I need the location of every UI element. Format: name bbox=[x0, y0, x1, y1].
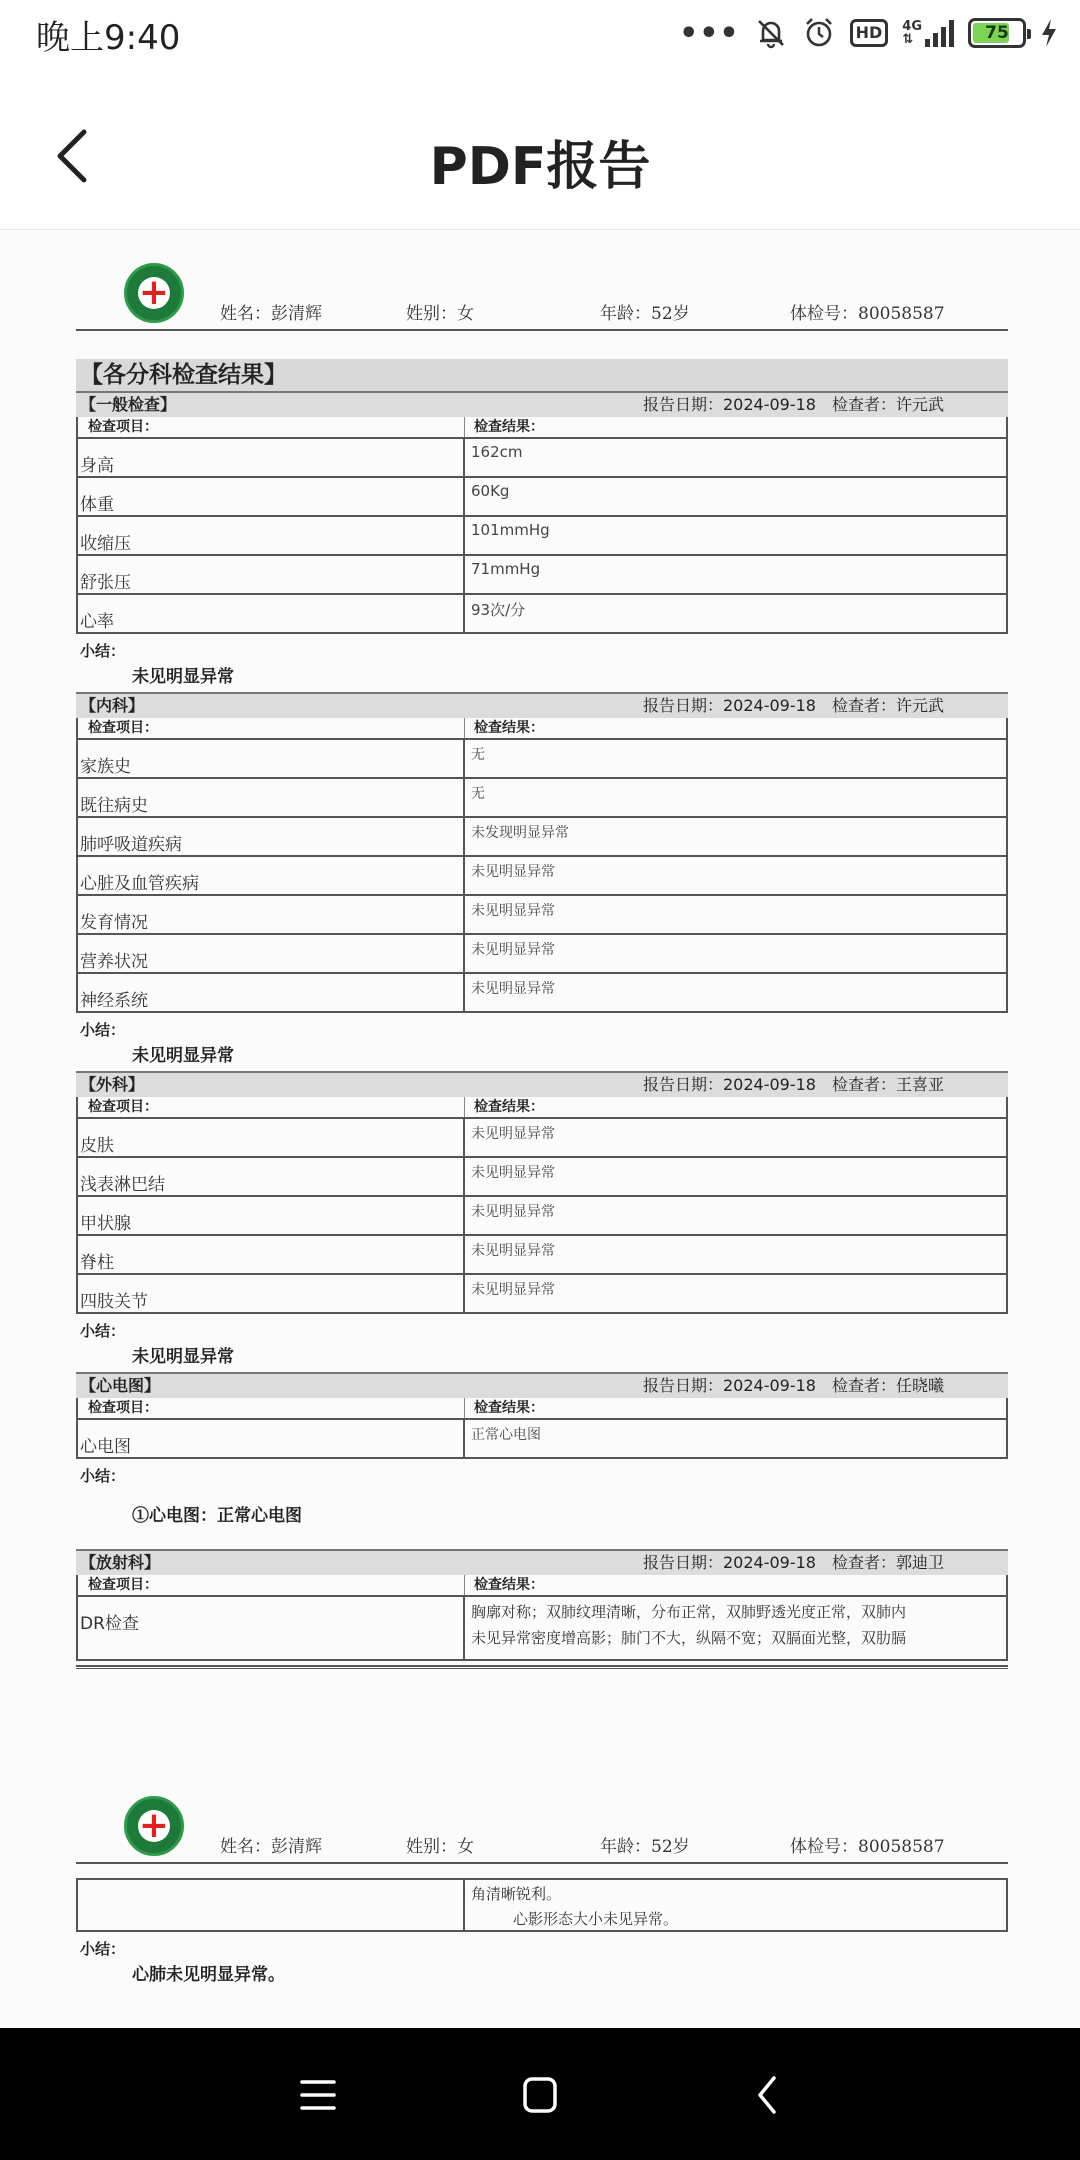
summary-label: 小结： bbox=[80, 642, 126, 660]
result-cell: 未见明显异常 bbox=[464, 1274, 1007, 1313]
result-cell: 未见明显异常 bbox=[464, 934, 1007, 973]
alarm-icon bbox=[802, 15, 836, 51]
item-cell bbox=[77, 1879, 464, 1931]
item-cell: 身高 bbox=[77, 438, 464, 477]
dept-header bbox=[76, 1372, 1008, 1398]
item-cell: 心电图 bbox=[77, 1419, 464, 1458]
column-headers bbox=[76, 1097, 1008, 1117]
item-cell: 肺呼吸道疾病 bbox=[77, 817, 464, 856]
patient-gender: 姓别：女 bbox=[406, 304, 474, 324]
result-cell: 未见明显异常 bbox=[464, 1235, 1007, 1274]
result-cell: 无 bbox=[464, 778, 1007, 817]
result-line: 角清晰锐利。 bbox=[471, 1885, 562, 1903]
result-cell: 正常心电图 bbox=[464, 1419, 1007, 1458]
item-cell: DR检查 bbox=[77, 1596, 464, 1660]
col-result-label: 检查结果： bbox=[474, 1400, 544, 1416]
table-row bbox=[77, 1235, 1007, 1274]
summary-label: 小结： bbox=[80, 1467, 126, 1485]
dept-name: 【内科】 bbox=[80, 696, 145, 715]
status-bar bbox=[0, 0, 1080, 66]
dept-radiology bbox=[76, 1549, 1008, 1669]
table-row bbox=[77, 895, 1007, 934]
result-cell: 未见明显异常 bbox=[464, 895, 1007, 934]
dept-meta: 报告日期：2024-09-18 检查者：许元武 bbox=[643, 395, 944, 414]
item-cell: 家族史 bbox=[77, 739, 464, 778]
signal-icon: 4G ⇅ bbox=[902, 15, 954, 51]
table-row bbox=[77, 934, 1007, 973]
table-row bbox=[77, 1274, 1007, 1313]
col-result-label: 检查结果： bbox=[474, 1099, 544, 1115]
item-cell: 浅表淋巴结 bbox=[77, 1157, 464, 1196]
col-item-label: 检查项目： bbox=[88, 1099, 158, 1115]
navigation-bar bbox=[0, 2028, 1080, 2160]
battery-level: 75 bbox=[985, 23, 1009, 43]
back-triangle-icon bbox=[740, 2068, 796, 2122]
results-table bbox=[76, 738, 1008, 1013]
summary-text: 未见明显异常 bbox=[132, 667, 234, 687]
dept-meta: 报告日期：2024-09-18 检查者：郭迪卫 bbox=[643, 1553, 944, 1572]
results-table bbox=[76, 1878, 1008, 1932]
summary-label: 小结： bbox=[80, 1940, 126, 1958]
dept-header bbox=[76, 1071, 1008, 1097]
hospital-logo bbox=[124, 1796, 184, 1856]
more-dots-icon: ••• bbox=[679, 15, 740, 51]
exam-number: 体检号：80058587 bbox=[790, 1837, 945, 1857]
item-cell: 甲状腺 bbox=[77, 1196, 464, 1235]
item-cell: 心脏及血管疾病 bbox=[77, 856, 464, 895]
item-cell: 营养状况 bbox=[77, 934, 464, 973]
dept-name: 【放射科】 bbox=[80, 1553, 161, 1572]
col-result-label: 检查结果： bbox=[474, 720, 544, 736]
result-cell bbox=[464, 1596, 1007, 1660]
column-headers bbox=[76, 1398, 1008, 1418]
table-row bbox=[77, 1596, 1007, 1660]
results-table bbox=[76, 1595, 1008, 1661]
pdf-page-1 bbox=[76, 263, 1008, 1683]
col-result-label: 检查结果： bbox=[474, 1577, 544, 1593]
menu-icon bbox=[290, 2068, 346, 2122]
nav-back-button[interactable] bbox=[740, 2068, 796, 2122]
page-title: PDF报告 bbox=[429, 137, 651, 197]
table-row bbox=[77, 477, 1007, 516]
column-headers bbox=[76, 1575, 1008, 1595]
result-cell: 未见明显异常 bbox=[464, 1118, 1007, 1157]
hd-icon: HD bbox=[850, 19, 889, 47]
item-cell: 收缩压 bbox=[77, 516, 464, 555]
dept-meta: 报告日期：2024-09-18 检查者：许元武 bbox=[643, 696, 944, 715]
result-cell: 71mmHg bbox=[464, 555, 1007, 594]
result-cell: 101mmHg bbox=[464, 516, 1007, 555]
col-result-label: 检查结果： bbox=[474, 419, 544, 435]
table-row bbox=[77, 778, 1007, 817]
result-cell: 未见明显异常 bbox=[464, 1157, 1007, 1196]
item-cell: 既往病史 bbox=[77, 778, 464, 817]
dept-meta: 报告日期：2024-09-18 检查者：任晓曦 bbox=[643, 1376, 944, 1395]
summary-text: 心肺未见明显异常。 bbox=[132, 1965, 285, 1985]
table-row bbox=[77, 1118, 1007, 1157]
table-row bbox=[77, 856, 1007, 895]
exam-number: 体检号：80058587 bbox=[790, 304, 945, 324]
dept-general bbox=[76, 391, 1008, 692]
pdf-viewer[interactable] bbox=[0, 231, 1080, 2028]
table-row bbox=[77, 973, 1007, 1012]
table-row bbox=[77, 1419, 1007, 1458]
item-cell: 皮肤 bbox=[77, 1118, 464, 1157]
item-cell: 体重 bbox=[77, 477, 464, 516]
table-row bbox=[77, 1157, 1007, 1196]
app-header bbox=[0, 66, 1080, 230]
dept-name: 【一般检查】 bbox=[80, 395, 177, 414]
patient-name: 姓名：彭清辉 bbox=[220, 1837, 322, 1857]
result-cell: 无 bbox=[464, 739, 1007, 778]
mute-bell-icon bbox=[754, 15, 788, 51]
table-row bbox=[77, 555, 1007, 594]
patient-age: 年龄：52岁 bbox=[600, 304, 690, 324]
battery-icon bbox=[968, 18, 1026, 48]
table-row bbox=[77, 438, 1007, 477]
item-cell: 脊柱 bbox=[77, 1235, 464, 1274]
results-table bbox=[76, 1117, 1008, 1314]
dept-surgery bbox=[76, 1071, 1008, 1372]
item-cell: 发育情况 bbox=[77, 895, 464, 934]
network-type: 4G bbox=[902, 19, 922, 34]
dept-meta: 报告日期：2024-09-18 检查者：王喜亚 bbox=[643, 1075, 944, 1094]
result-cell: 93次/分 bbox=[464, 594, 1007, 633]
section-title: 【各分科检查结果】 bbox=[76, 359, 1008, 391]
dept-header bbox=[76, 391, 1008, 417]
table-row bbox=[77, 739, 1007, 778]
patient-name: 姓名：彭清辉 bbox=[220, 304, 322, 324]
table-row bbox=[77, 1879, 1007, 1931]
summary-label: 小结： bbox=[80, 1322, 126, 1340]
result-cell: 未见明显异常 bbox=[464, 856, 1007, 895]
result-cell: 未发现明显异常 bbox=[464, 817, 1007, 856]
result-cell: 未见明显异常 bbox=[464, 1196, 1007, 1235]
item-cell: 神经系统 bbox=[77, 973, 464, 1012]
summary-text: 未见明显异常 bbox=[132, 1347, 234, 1367]
table-row bbox=[77, 594, 1007, 633]
result-cell: 162cm bbox=[464, 438, 1007, 477]
item-cell: 心率 bbox=[77, 594, 464, 633]
table-row bbox=[77, 516, 1007, 555]
dept-name: 【心电图】 bbox=[80, 1376, 161, 1395]
menu-button[interactable] bbox=[290, 2068, 346, 2122]
home-square-icon bbox=[512, 2068, 568, 2122]
result-line: 未见异常密度增高影；肺门不大，纵隔不宽；双膈面光整，双肋膈 bbox=[471, 1629, 907, 1647]
column-headers bbox=[76, 417, 1008, 437]
report-header bbox=[76, 263, 1008, 331]
summary-label: 小结： bbox=[80, 1021, 126, 1039]
results-table bbox=[76, 1418, 1008, 1459]
dept-name: 【外科】 bbox=[80, 1075, 145, 1094]
page-end-rule bbox=[76, 1665, 1008, 1669]
summary-text: ①心电图：正常心电图 bbox=[132, 1506, 302, 1526]
result-line: 心影形态大小未见异常。 bbox=[513, 1910, 679, 1928]
dept-header bbox=[76, 692, 1008, 718]
item-cell: 四肢关节 bbox=[77, 1274, 464, 1313]
dept-ecg bbox=[76, 1372, 1008, 1549]
home-button[interactable] bbox=[512, 2068, 568, 2122]
col-item-label: 检查项目： bbox=[88, 1400, 158, 1416]
item-cell: 舒张压 bbox=[77, 555, 464, 594]
report-header bbox=[76, 1796, 1008, 1864]
results-table bbox=[76, 437, 1008, 634]
dept-header bbox=[76, 1549, 1008, 1575]
pdf-page-2 bbox=[76, 1796, 1008, 2028]
col-item-label: 检查项目： bbox=[88, 720, 158, 736]
result-line: 胸廓对称；双肺纹理清晰，分布正常，双肺野透光度正常，双肺内 bbox=[471, 1603, 907, 1621]
result-cell bbox=[464, 1879, 1007, 1931]
column-headers bbox=[76, 718, 1008, 738]
patient-age: 年龄：52岁 bbox=[600, 1837, 690, 1857]
status-time: 晚上9:40 bbox=[36, 18, 181, 58]
hospital-logo bbox=[124, 263, 184, 323]
table-row bbox=[77, 1196, 1007, 1235]
summary-text: 未见明显异常 bbox=[132, 1046, 234, 1066]
charging-bolt-icon bbox=[1040, 15, 1058, 51]
patient-gender: 姓别：女 bbox=[406, 1837, 474, 1857]
result-cell: 60Kg bbox=[464, 477, 1007, 516]
col-item-label: 检查项目： bbox=[88, 419, 158, 435]
status-icons bbox=[679, 12, 1058, 54]
dept-internal bbox=[76, 692, 1008, 1071]
col-item-label: 检查项目： bbox=[88, 1577, 158, 1593]
table-row bbox=[77, 817, 1007, 856]
result-cell: 未见明显异常 bbox=[464, 973, 1007, 1012]
